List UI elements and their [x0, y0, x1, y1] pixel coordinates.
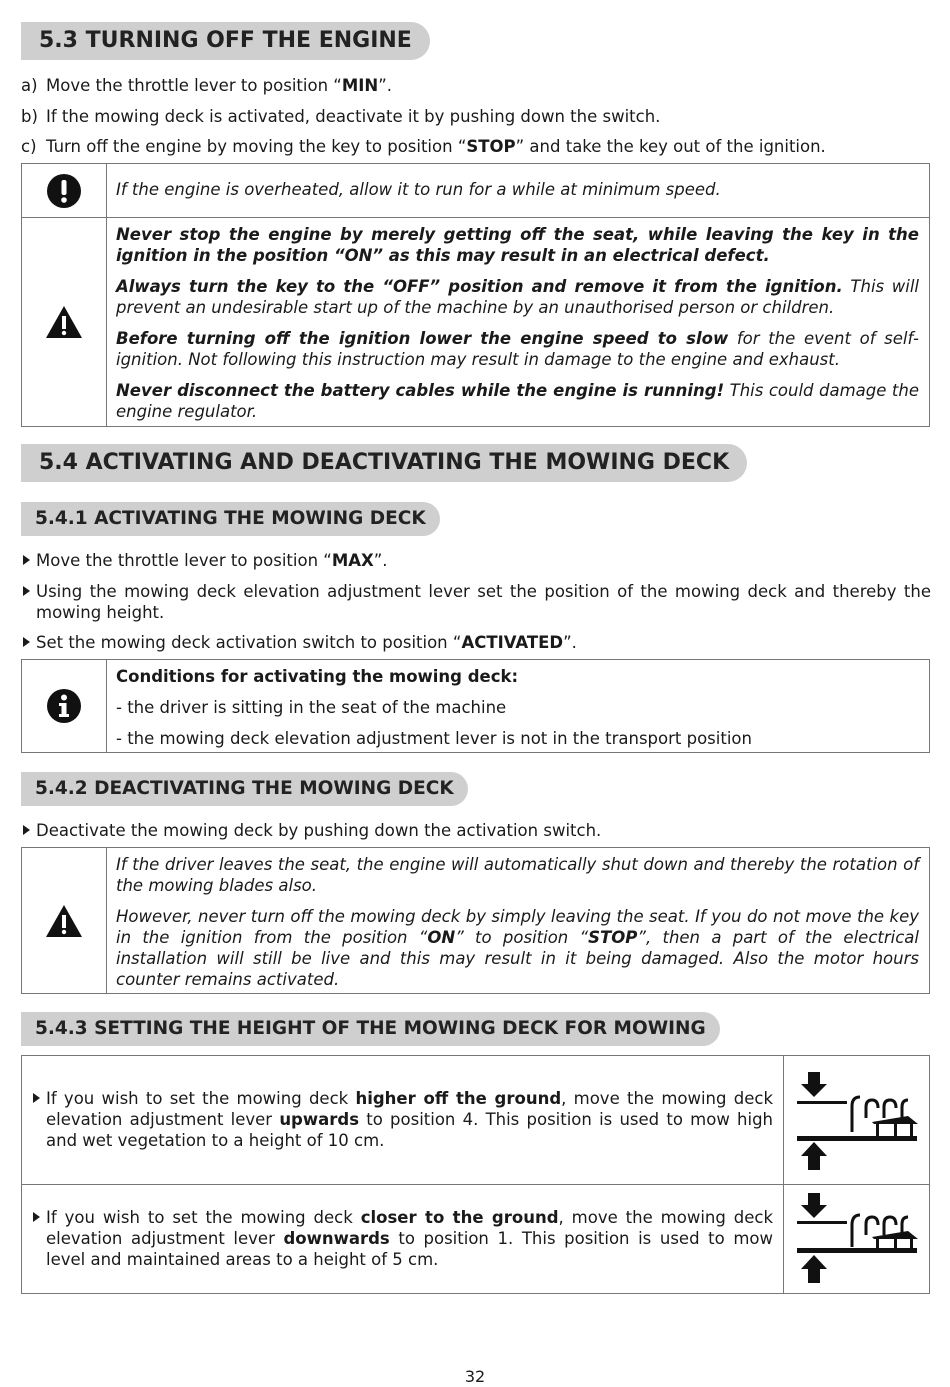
mowing-height-high-icon	[783, 1056, 929, 1184]
conditions-text	[107, 660, 929, 752]
warning-2: Always turn the key to the “OFF” position and remove it from the ignition. This will prevent an undesirable start up of the machine by an unauthorised person or children.	[116, 277, 919, 317]
section-5-4-3-heading: 5.4.3 SETTING THE HEIGHT OF THE MOWING DECK FOR MOWING	[21, 1012, 720, 1046]
info-row	[22, 660, 929, 752]
deactivation-warning-2: However, never turn off the mowing deck by simply leaving the seat. If you do not move the key in the ignition from the position “ON” to position “STOP”, then a part of the electrical installation will still be live and this may result in it being damaged. Also the motor hours counter remains activated.	[116, 907, 919, 989]
activation-conditions-box	[21, 659, 930, 753]
deactivation-warning-text	[107, 848, 929, 993]
engine-warning-row	[22, 217, 929, 426]
engine-notes-box	[21, 163, 930, 427]
page-number: 32	[464, 1367, 486, 1386]
bullet-deactivate: Deactivate the mowing deck by pushing down the activation switch.	[21, 820, 931, 841]
warning-3: Before turning off the ignition lower the engine speed to slow for the event of self-ignition. Not following this instruction may result in damage to the engine and exhaust.	[116, 329, 919, 369]
section-5-4-heading: 5.4 ACTIVATING AND DEACTIVATING THE MOWING DECK	[21, 444, 747, 482]
section-5-3-heading: 5.3 TURNING OFF THE ENGINE	[21, 22, 430, 60]
height-low-row	[22, 1184, 929, 1293]
step-b: b) If the mowing deck is activated, deactivate it by pushing down the switch.	[21, 107, 661, 126]
deactivation-warning-1: If the driver leaves the seat, the engine will automatically shut down and thereby the rotation of the mowing blades also.	[116, 855, 919, 895]
step-c: c) Turn off the engine by moving the key to position “STOP” and take the key out of the ignition.	[21, 137, 826, 156]
condition-2: - the mowing deck elevation adjustment lever is not in the transport position	[116, 729, 752, 748]
step-a: a) Move the throttle lever to position “MIN”.	[21, 76, 392, 95]
height-high-row	[22, 1056, 929, 1184]
bullet-throttle-max: Move the throttle lever to position “MAX”.	[21, 550, 931, 571]
overheat-note: If the engine is overheated, allow it to run for a while at minimum speed.	[116, 180, 721, 199]
exclamation-circle-icon	[22, 164, 107, 217]
warning-triangle-icon	[22, 848, 107, 993]
mowing-height-table	[21, 1055, 930, 1294]
info-circle-icon	[22, 660, 107, 752]
attention-note-row	[22, 164, 929, 217]
height-low-text: If you wish to set the mowing deck closer to the ground, move the mowing deck elevation adjustment lever downwards to position 1. This position is used to mow level and maintained areas to a height of 5 cm.	[22, 1185, 783, 1293]
bullet-elevation: Using the mowing deck elevation adjustment lever set the position of the mowing deck and thereby the mowing height.	[21, 581, 931, 623]
height-high-text: If you wish to set the mowing deck higher off the ground, move the mowing deck elevation adjustment lever upwards to position 4. This position is used to mow high and wet vegetation to a height of 10 cm.	[22, 1056, 783, 1184]
section-5-4-2-heading: 5.4.2 DEACTIVATING THE MOWING DECK	[21, 772, 468, 806]
warning-triangle-icon	[22, 218, 107, 426]
condition-1: - the driver is sitting in the seat of the machine	[116, 698, 507, 717]
engine-warning-text	[107, 218, 929, 426]
warning-4: Never disconnect the battery cables while the engine is running! This could damage the engine regulator.	[116, 381, 919, 421]
section-5-4-1-heading: 5.4.1 ACTIVATING THE MOWING DECK	[21, 502, 440, 536]
warning-1: Never stop the engine by merely getting off the seat, while leaving the key in the ignition in the position “ON” as this may result in an electrical defect.	[116, 225, 919, 265]
conditions-title: Conditions for activating the mowing deck:	[116, 667, 519, 686]
bullet-activation-switch: Set the mowing deck activation switch to position “ACTIVATED”.	[21, 632, 931, 653]
deactivation-warning-row	[22, 848, 929, 993]
deactivation-warning-box	[21, 847, 930, 994]
mowing-height-low-icon	[783, 1185, 929, 1293]
